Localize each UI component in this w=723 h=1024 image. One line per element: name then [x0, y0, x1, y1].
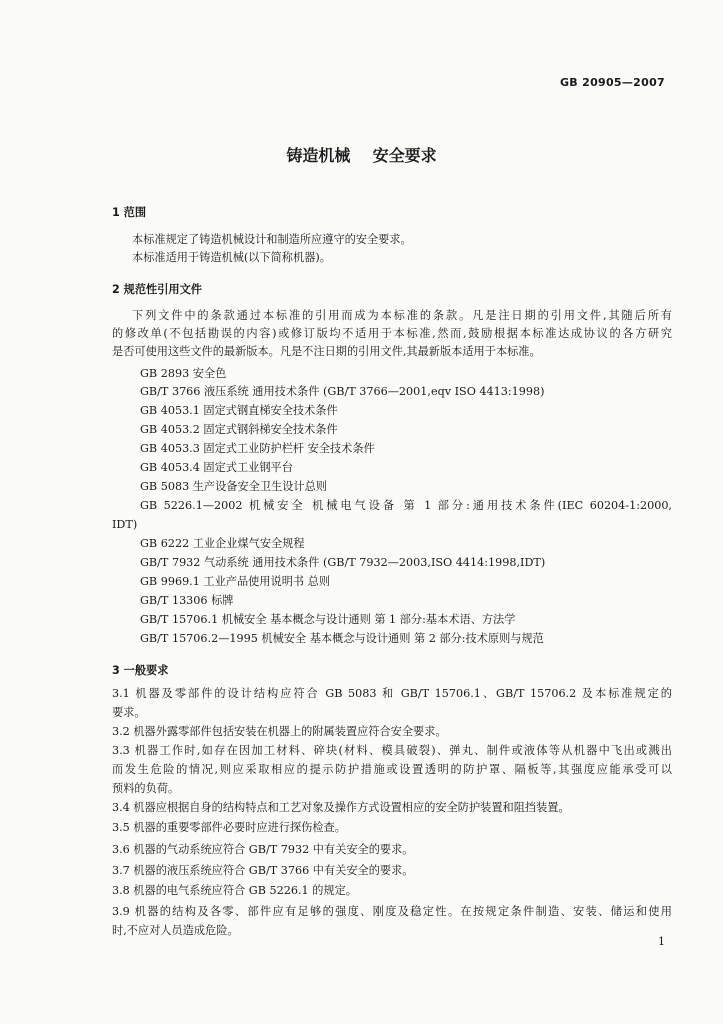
clause-line: 3.8 机器的电气系统应符合 GB 5226.1 的规定。	[112, 884, 357, 897]
standard-number: GB 20905—2007	[559, 76, 665, 89]
reference-item: GB 6222 工业企业煤气安全规程	[140, 537, 305, 550]
reference-item: GB/T 13306 标牌	[140, 594, 234, 607]
section-1-heading: 1 范围	[112, 206, 147, 219]
reference-item: GB 4053.3 固定式工业防护栏杆 安全技术条件	[140, 442, 375, 455]
reference-item: GB 4053.1 固定式钢直梯安全技术条件	[140, 404, 338, 417]
reference-item-continuation: IDT)	[112, 518, 138, 531]
page-number: 1	[658, 935, 665, 948]
clause-line: 3.7 机器的液压系统应符合 GB/T 3766 中有关安全的要求。	[112, 864, 414, 877]
reference-item: GB 9969.1 工业产品使用说明书 总则	[140, 575, 331, 588]
reference-item: GB 4053.4 固定式工业钢平台	[140, 461, 293, 474]
clause-line: 3.5 机器的重要零部件必要时应进行探伤检查。	[112, 821, 346, 834]
clause-line: 3.6 机器的气动系统应符合 GB/T 7932 中有关安全的要求。	[112, 843, 414, 856]
section-2-intro-line: 下列文件中的条款通过本标准的引用而成为本标准的条款。凡是注日期的引用文件,其随后所有	[132, 309, 672, 322]
section-2-intro-line: 的修改单(不包括勘误的内容)或修订版均不适用于本标准,然而,鼓励根据本标准达成协议的各方研究	[112, 327, 672, 340]
section-1-line: 本标准适用于铸造机械(以下简称机器)。	[132, 251, 331, 264]
section-2-heading: 2 规范性引用文件	[112, 283, 202, 296]
section-3-heading: 3 一般要求	[112, 664, 169, 677]
reference-item: GB 4053.2 固定式钢斜梯安全技术条件	[140, 423, 338, 436]
document-title: 铸造机械 安全要求	[286, 146, 437, 165]
reference-item: GB 5226.1—2002 机械安全 机械电气设备 第 1 部分:通用技术条件(IEC 60204-1:2000,	[140, 499, 672, 512]
reference-item: GB 2893 安全色	[140, 367, 227, 380]
section-2-intro-line: 是否可使用这些文件的最新版本。凡是不注日期的引用文件,其最新版本适用于本标准。	[112, 345, 541, 358]
reference-item: GB/T 3766 液压系统 通用技术条件 (GB/T 3766—2001,eqv ISO 4413:1998)	[140, 385, 545, 398]
clause-line: 3.3 机器工作时,如存在因加工材料、碎块(材料、模具破裂)、弹丸、制件或液体等从机器中飞出或溅出	[112, 744, 672, 757]
reference-item: GB 5083 生产设备安全卫生设计总则	[140, 480, 327, 493]
clause-line: 3.1 机器及零部件的设计结构应符合 GB 5083 和 GB/T 15706.1、GB/T 15706.2 及本标准规定的	[112, 687, 672, 700]
clause-line: 预料的负荷。	[112, 782, 180, 795]
reference-item: GB/T 7932 气动系统 通用技术条件 (GB/T 7932—2003,ISO 4414:1998,IDT)	[140, 556, 546, 569]
clause-line: 要求。	[112, 706, 146, 719]
section-1-line: 本标准规定了铸造机械设计和制造所应遵守的安全要求。	[132, 233, 412, 246]
clause-line: 时,不应对人员造成危险。	[112, 924, 239, 937]
clause-line: 3.4 机器应根据自身的结构特点和工艺对象及操作方式设置相应的安全防护装置和阻挡装置。	[112, 801, 570, 814]
clause-line: 而发生危险的情况,则应采取相应的提示防护措施或设置透明的防护罩、隔板等,其强度应能承受可以	[112, 763, 672, 776]
clause-line: 3.2 机器外露零部件包括安装在机器上的附属装置应符合安全要求。	[112, 725, 447, 738]
reference-item: GB/T 15706.2—1995 机械安全 基本概念与设计通则 第 2 部分:技术原则与规范	[140, 632, 544, 645]
reference-item: GB/T 15706.1 机械安全 基本概念与设计通则 第 1 部分:基本术语、方法学	[140, 613, 516, 626]
clause-line: 3.9 机器的结构及各零、部件应有足够的强度、刚度及稳定性。在按规定条件制造、安装、储运和使用	[112, 905, 672, 918]
